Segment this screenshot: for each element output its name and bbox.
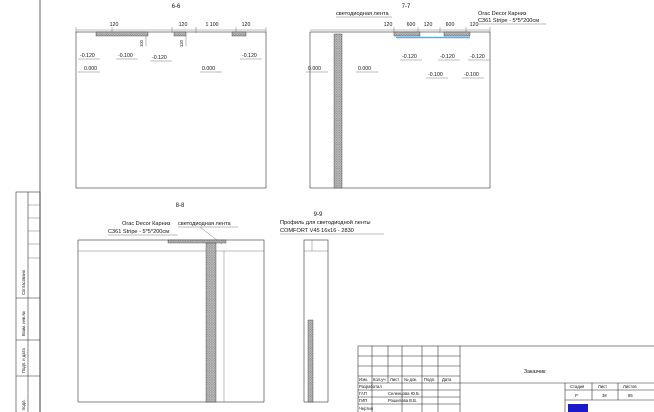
tb-sheet-header: Лист bbox=[598, 384, 608, 389]
tb-name-1: Селенцова Ю.Б. bbox=[388, 391, 420, 396]
level-6-6-4: -0.120 bbox=[152, 55, 167, 61]
ceiling-band-7-7-left bbox=[394, 32, 420, 36]
tb-role-3: Чертил bbox=[359, 406, 374, 411]
section-9-9 bbox=[280, 212, 384, 402]
profile-label-9-9-a: Профиль для светодиодной ленты bbox=[280, 220, 371, 226]
dim-7-7-5: 120 bbox=[469, 22, 479, 28]
company-logo-mark bbox=[568, 404, 588, 412]
level-6-6-1: -0.120 bbox=[80, 53, 95, 59]
cornice-label-8-8-b: C361 Stripe - 5*5*200см bbox=[108, 229, 170, 235]
side-stamp bbox=[16, 192, 40, 412]
level-7-7-3: -0.120 bbox=[402, 54, 417, 60]
ceiling-band-left bbox=[96, 32, 148, 36]
dim-7-7-2: 600 bbox=[406, 22, 416, 28]
cornice-label-7-7-b: C361 Stripe - 5*5*200см bbox=[478, 18, 540, 24]
stamp-approved: Согласовано bbox=[21, 269, 26, 295]
cornice-label-8-8-a: Orac Decor Карниз bbox=[122, 221, 171, 227]
dim-6-6-1: 120 bbox=[109, 22, 119, 28]
tb-header-izm: Изм. bbox=[359, 377, 368, 382]
level-6-6-5: 0.000 bbox=[202, 66, 215, 72]
tb-header-data: Дата bbox=[442, 377, 452, 382]
ceiling-band-8-8 bbox=[168, 240, 226, 243]
section-9-9-title: 9-9 bbox=[313, 212, 323, 218]
wall-column-7-7 bbox=[334, 34, 342, 188]
cornice-label-7-7-a: Orac Decor Карниз bbox=[478, 11, 527, 17]
tb-role-0: Разработал bbox=[359, 384, 382, 389]
tb-name-2: Рошилова В.В. bbox=[388, 398, 418, 403]
title-block bbox=[358, 346, 654, 412]
tb-role-2: ГИП bbox=[359, 398, 368, 403]
ceiling-band-7-7-right bbox=[444, 32, 470, 36]
level-7-7-2: 0.000 bbox=[358, 66, 371, 72]
stamp-inv-orig: подл. bbox=[21, 399, 26, 410]
dim-6-6-3: 1 100 bbox=[205, 22, 219, 28]
tb-header-list: Лист bbox=[390, 377, 400, 382]
wall-outline-8-8 bbox=[78, 240, 264, 402]
stamp-replaced: Взам. инв.№ bbox=[21, 311, 26, 336]
level-6-6-6: -0.120 bbox=[242, 53, 257, 59]
tb-sheets: 85 bbox=[628, 393, 633, 398]
dim-6-6-4: 120 bbox=[241, 22, 251, 28]
level-6-6-2: 0.000 bbox=[84, 66, 97, 72]
tb-header-ndoc: № док. bbox=[404, 377, 418, 382]
section-8-8 bbox=[78, 203, 264, 402]
section-6-6-title: 6-6 bbox=[171, 4, 181, 10]
tb-header-kolch: Кол.уч bbox=[373, 377, 386, 382]
dim-7-7-3: 120 bbox=[423, 22, 433, 28]
wall-column-8-8 bbox=[206, 243, 216, 402]
section-7-7 bbox=[306, 4, 546, 188]
level-7-7-4: -0.120 bbox=[440, 54, 455, 60]
dim-6-6-vert-1: 100 bbox=[139, 40, 144, 47]
sheet-frame bbox=[40, 0, 654, 412]
profile-label-9-9-b: COMFORT V45 16х16 - 2830 bbox=[280, 228, 354, 234]
tb-sheets-header: Листов bbox=[623, 384, 637, 389]
wall-outline-9-9 bbox=[304, 240, 328, 402]
tb-stage-header: Стадия bbox=[570, 384, 585, 389]
tb-stage: Р bbox=[575, 393, 578, 398]
led-tape-label-8-8: светодиодная лента bbox=[178, 221, 231, 227]
level-7-7-1: 0.000 bbox=[308, 66, 321, 72]
stamp-sign-date: Подп. и дата bbox=[21, 348, 26, 373]
tb-role-1: ГАП bbox=[359, 391, 367, 396]
level-7-7-6: -0.100 bbox=[428, 72, 443, 78]
level-7-7-5: -0.120 bbox=[470, 54, 485, 60]
ceiling-band-mid bbox=[174, 32, 186, 36]
section-8-8-title: 8-8 bbox=[175, 203, 185, 209]
dim-6-6-2: 120 bbox=[178, 22, 188, 28]
dim-6-6-vert-2: 120 bbox=[179, 40, 184, 47]
profile-9-9 bbox=[308, 320, 313, 402]
level-6-6-3: -0.100 bbox=[118, 53, 133, 59]
tb-project: Заказчик: bbox=[524, 369, 547, 375]
tb-sheet: 38 bbox=[602, 393, 607, 398]
led-tape-label-7-7: светодиодная лента bbox=[336, 11, 389, 17]
ceiling-band-right bbox=[232, 32, 246, 36]
level-7-7-7: -0.100 bbox=[464, 72, 479, 78]
dim-7-7-4: 600 bbox=[445, 22, 455, 28]
wall-outline-6-6 bbox=[76, 32, 266, 188]
dim-7-7-1: 120 bbox=[383, 22, 393, 28]
tb-header-podp: Подп. bbox=[424, 377, 436, 382]
section-7-7-title: 7-7 bbox=[401, 4, 411, 10]
section-6-6 bbox=[76, 4, 266, 188]
